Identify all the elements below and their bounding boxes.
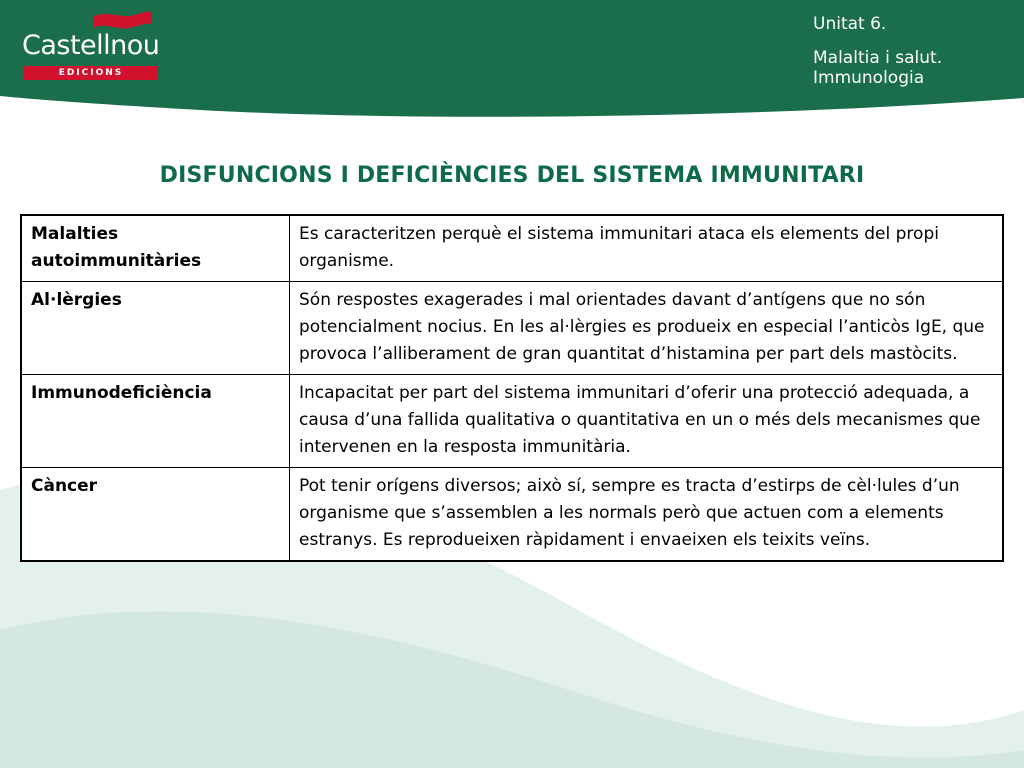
page-title: DISFUNCIONS I DEFICIÈNCIES DEL SISTEMA IMMUNITARI	[159, 162, 865, 188]
term-cell: Càncer	[21, 468, 290, 562]
description-cell: Es caracteritzen perquè el sistema immunitari ataca els elements del propi organisme.	[290, 215, 1004, 282]
table-row	[21, 215, 1003, 282]
description-cell: Pot tenir orígens diversos; això sí, sempre es tracta d’estirps de cèl·lules d’un organisme que s’assemblen a les normals però que actuen com a elements estranys. Es reprodueixen ràpidament i envaeixen els teixits veïns.	[290, 468, 1004, 562]
disorders-table	[20, 214, 1004, 562]
unit-topic: Malaltia i salut. Immunologia	[813, 48, 943, 88]
term-cell: Malalties autoimmunitàries	[21, 215, 290, 282]
logo-wordmark: Castellnou	[22, 30, 160, 61]
unit-heading	[813, 14, 1013, 88]
unit-number: Unitat 6.	[813, 14, 887, 34]
table-row	[21, 375, 1003, 468]
table-row	[21, 282, 1003, 375]
term-cell: Al·lèrgies	[21, 282, 290, 375]
logo-subtitle: EDICIONS	[24, 66, 158, 80]
term-cell: Immunodeficiència	[21, 375, 290, 468]
table-row	[21, 468, 1003, 562]
castellnou-logo[interactable]	[18, 8, 168, 80]
description-cell: Són respostes exagerades i mal orientades davant d’antígens que no són potencialment nocius. En les al·lèrgies es produeix en especial l’anticòs IgE, que provoca l’alliberament de gran quantitat d’histamina per part dels mastòcits.	[290, 282, 1004, 375]
description-cell: Incapacitat per part del sistema immunitari d’oferir una protecció adequada, a causa d’una fallida qualitativa o quantitativa en un o més dels mecanismes que intervenen en la resposta immunitària.	[290, 375, 1004, 468]
